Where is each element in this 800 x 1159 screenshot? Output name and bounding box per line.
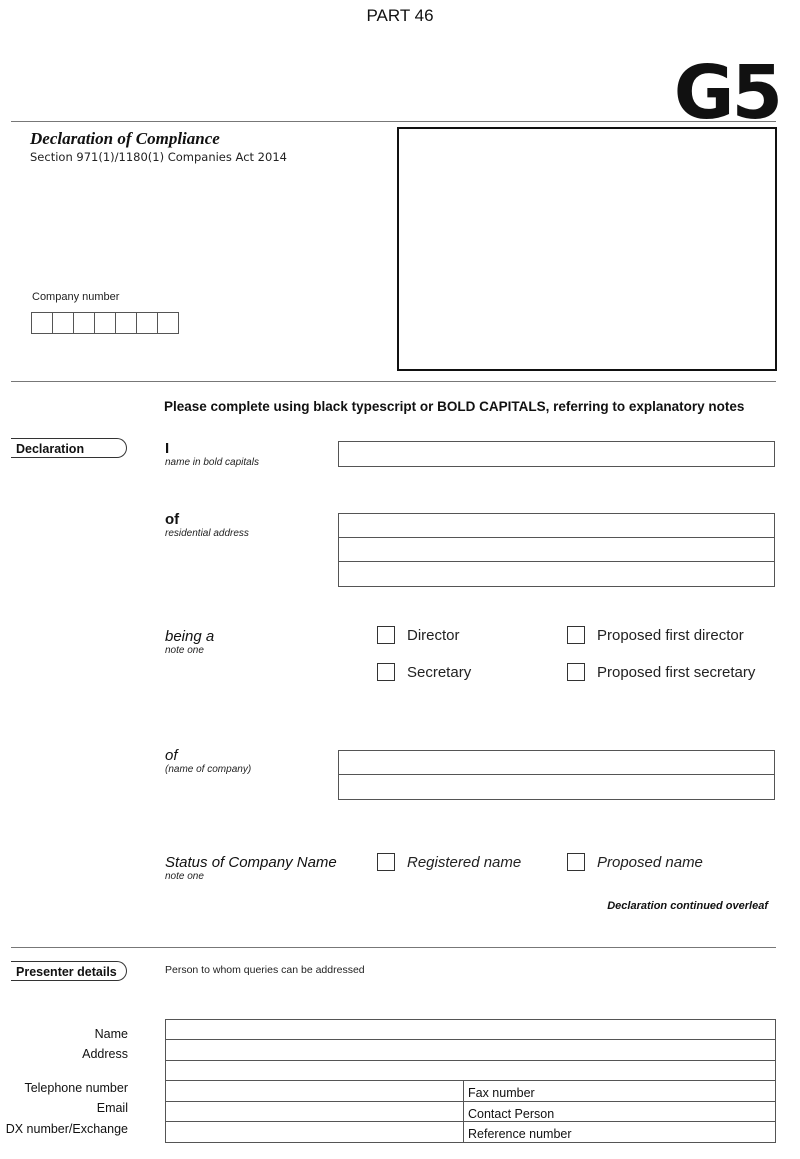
declaration-tab: Declaration [11,438,127,458]
continued-note: Declaration continued overleaf [607,900,768,912]
proposed-name-label: Proposed name [597,853,703,871]
company-number-digit[interactable] [32,313,53,333]
address-input-row[interactable] [339,538,774,562]
presenter-reference-label: Reference number [468,1126,572,1141]
status-note: note one [165,871,204,882]
name-note: name in bold capitals [165,457,259,468]
proposed-name-option[interactable] [567,853,703,871]
proposed-name-checkbox[interactable] [567,853,585,871]
document-title: Declaration of Compliance [30,129,220,148]
address-input-row[interactable] [339,562,774,586]
status-label: Status of Company Name [165,854,337,871]
address-input-row[interactable] [339,514,774,538]
presenter-row-email [166,1102,775,1122]
address-input[interactable] [338,513,775,587]
presenter-email-input[interactable] [166,1102,464,1121]
presenter-reference-field[interactable] [464,1122,775,1142]
office-stamp-box [397,127,777,371]
address-label-group [165,512,249,540]
secretary-checkbox[interactable] [377,663,395,681]
presenter-name-input[interactable] [166,1020,775,1040]
company-number-digit[interactable] [74,313,95,333]
company-label: of [165,747,178,764]
form-code: G5 [673,50,780,136]
company-name-input[interactable] [338,750,775,800]
name-input-row[interactable] [339,442,774,466]
presenter-fax-label: Fax number [468,1086,535,1101]
status-label-group [165,855,337,883]
name-input[interactable] [338,441,775,467]
company-name-input-row[interactable] [339,775,774,799]
presenter-fax-field[interactable] [464,1081,775,1100]
part-label: PART 46 [366,6,434,25]
company-number-digit[interactable] [137,313,158,333]
presenter-row-telephone [166,1081,775,1101]
presenter-note: Person to whom queries can be addressed [165,964,365,976]
address-label: of [165,511,180,528]
director-option[interactable] [377,626,460,644]
secretary-label: Secretary [407,663,472,681]
proposed-first-director-checkbox[interactable] [567,626,585,644]
presenter-contact-field[interactable] [464,1102,775,1121]
role-label: being a [165,628,215,645]
proposed-first-secretary-option[interactable] [567,663,755,681]
company-number-digit[interactable] [53,313,74,333]
company-number-field[interactable] [31,312,179,334]
presenter-address-label: Address [82,1047,128,1061]
instructions: Please complete using black typescript or BOLD CAPITALS, referring to explanatory notes [164,399,745,414]
presenter-contact-label: Contact Person [468,1106,555,1121]
address-note: residential address [165,528,249,539]
registered-name-option[interactable] [377,853,521,871]
company-number-digit[interactable] [95,313,116,333]
presenter-dx-input[interactable] [166,1122,464,1142]
proposed-first-director-option[interactable] [567,626,744,644]
director-label: Director [407,626,460,644]
divider-middle [11,381,776,382]
proposed-first-secretary-checkbox[interactable] [567,663,585,681]
company-number-label: Company number [32,291,120,303]
secretary-option[interactable] [377,663,471,681]
role-note: note one [165,645,204,656]
presenter-email-label: Email [96,1101,128,1115]
name-label-group [165,441,259,469]
proposed-first-director-label: Proposed first director [597,626,744,644]
presenter-telephone-input[interactable] [166,1081,464,1100]
company-number-digit[interactable] [158,313,178,333]
proposed-first-secretary-label: Proposed first secretary [597,663,756,681]
presenter-grid [165,1019,776,1143]
divider-bottom [11,947,776,948]
presenter-tab: Presenter details [11,961,127,981]
name-label: I [165,440,170,457]
registered-name-label: Registered name [407,853,522,871]
presenter-name-label: Name [94,1027,128,1041]
company-name-input-row[interactable] [339,751,774,775]
company-note: (name of company) [165,764,252,775]
presenter-address-input[interactable] [166,1040,775,1060]
registered-name-checkbox[interactable] [377,853,395,871]
role-label-group [165,629,214,657]
director-checkbox[interactable] [377,626,395,644]
divider-top [11,121,776,122]
document-subtitle: Section 971(1)/1180(1) Companies Act 2014 [30,150,287,164]
company-number-digit[interactable] [116,313,137,333]
presenter-telephone-label: Telephone number [24,1081,128,1095]
presenter-dx-label: DX number/Exchange [5,1122,128,1136]
presenter-row-dx [166,1122,775,1142]
presenter-address-input[interactable] [166,1061,775,1081]
company-label-group [165,748,251,776]
